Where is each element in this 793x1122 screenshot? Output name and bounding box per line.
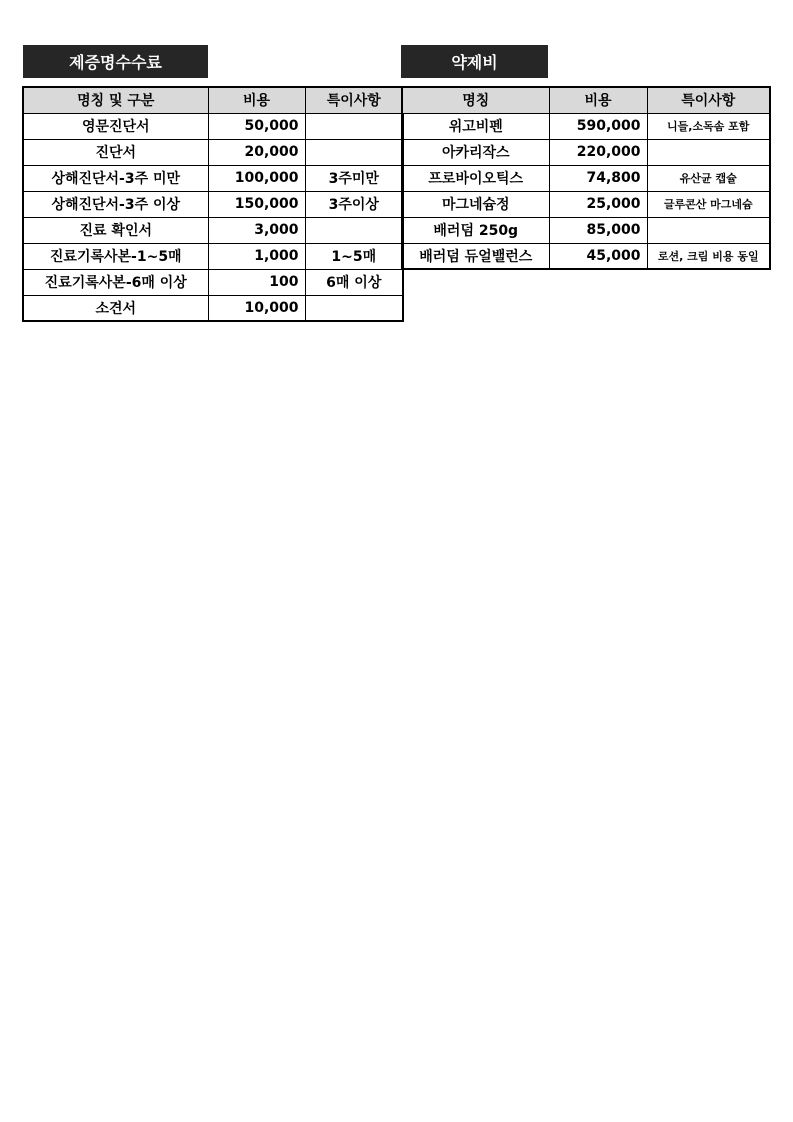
drug-cost: 85,000	[549, 217, 647, 243]
table-row	[23, 243, 403, 269]
column-header: 특이사항	[647, 87, 770, 113]
fee-cost: 100,000	[208, 165, 305, 191]
fee-note: 1~5매	[305, 243, 403, 269]
table-row	[402, 243, 770, 269]
table-row	[402, 191, 770, 217]
column-header: 명칭 및 구분	[23, 87, 208, 113]
fee-cost: 100	[208, 269, 305, 295]
fee-name: 진료기록사본-6매 이상	[23, 269, 208, 295]
fee-name: 상해진단서-3주 미만	[23, 165, 208, 191]
drug-cost: 220,000	[549, 139, 647, 165]
drug-cost: 74,800	[549, 165, 647, 191]
fee-cost: 1,000	[208, 243, 305, 269]
drug-note: 유산균 캡슐	[647, 165, 770, 191]
fee-cost: 10,000	[208, 295, 305, 321]
table-row	[23, 295, 403, 321]
drug-fees-title: 약제비	[401, 45, 548, 78]
table-row	[23, 191, 403, 217]
fee-note	[305, 295, 403, 321]
drug-name: 위고비펜	[402, 113, 549, 139]
drug-name: 프로바이오틱스	[402, 165, 549, 191]
table-header-row	[402, 87, 770, 113]
table-header-row	[23, 87, 403, 113]
fee-note	[305, 217, 403, 243]
fee-note	[305, 139, 403, 165]
column-header: 특이사항	[305, 87, 403, 113]
drug-cost: 25,000	[549, 191, 647, 217]
column-header: 비용	[208, 87, 305, 113]
fee-note	[305, 113, 403, 139]
drug-cost: 45,000	[549, 243, 647, 269]
fee-name: 진료기록사본-1~5매	[23, 243, 208, 269]
fee-cost: 20,000	[208, 139, 305, 165]
fee-cost: 50,000	[208, 113, 305, 139]
drug-name: 배러덤 250g	[402, 217, 549, 243]
table-row	[23, 165, 403, 191]
fee-note: 6매 이상	[305, 269, 403, 295]
drug-note: 글루콘산 마그네슘	[647, 191, 770, 217]
fee-name: 진단서	[23, 139, 208, 165]
certificate-fees-title: 제증명수수료	[23, 45, 208, 78]
drug-note	[647, 217, 770, 243]
table-row	[402, 113, 770, 139]
drug-cost: 590,000	[549, 113, 647, 139]
drug-note: 로션, 크림 비용 동일	[647, 243, 770, 269]
table-row	[402, 165, 770, 191]
column-header: 명칭	[402, 87, 549, 113]
table-row	[23, 217, 403, 243]
table-row	[23, 113, 403, 139]
table-row	[402, 217, 770, 243]
table-row	[23, 269, 403, 295]
column-header: 비용	[549, 87, 647, 113]
fee-cost: 150,000	[208, 191, 305, 217]
fee-note: 3주미만	[305, 165, 403, 191]
drug-name: 아카리작스	[402, 139, 549, 165]
drug-fees-table	[401, 86, 771, 270]
fee-name: 영문진단서	[23, 113, 208, 139]
drug-note	[647, 139, 770, 165]
drug-name: 배러덤 듀얼밸런스	[402, 243, 549, 269]
table-row	[402, 139, 770, 165]
fee-name: 소견서	[23, 295, 208, 321]
table-row	[23, 139, 403, 165]
fee-name: 진료 확인서	[23, 217, 208, 243]
certificate-fees-table	[22, 86, 404, 322]
fee-cost: 3,000	[208, 217, 305, 243]
drug-name: 마그네슘정	[402, 191, 549, 217]
fee-note: 3주이상	[305, 191, 403, 217]
drug-note: 니들,소독솜 포함	[647, 113, 770, 139]
fee-name: 상해진단서-3주 이상	[23, 191, 208, 217]
